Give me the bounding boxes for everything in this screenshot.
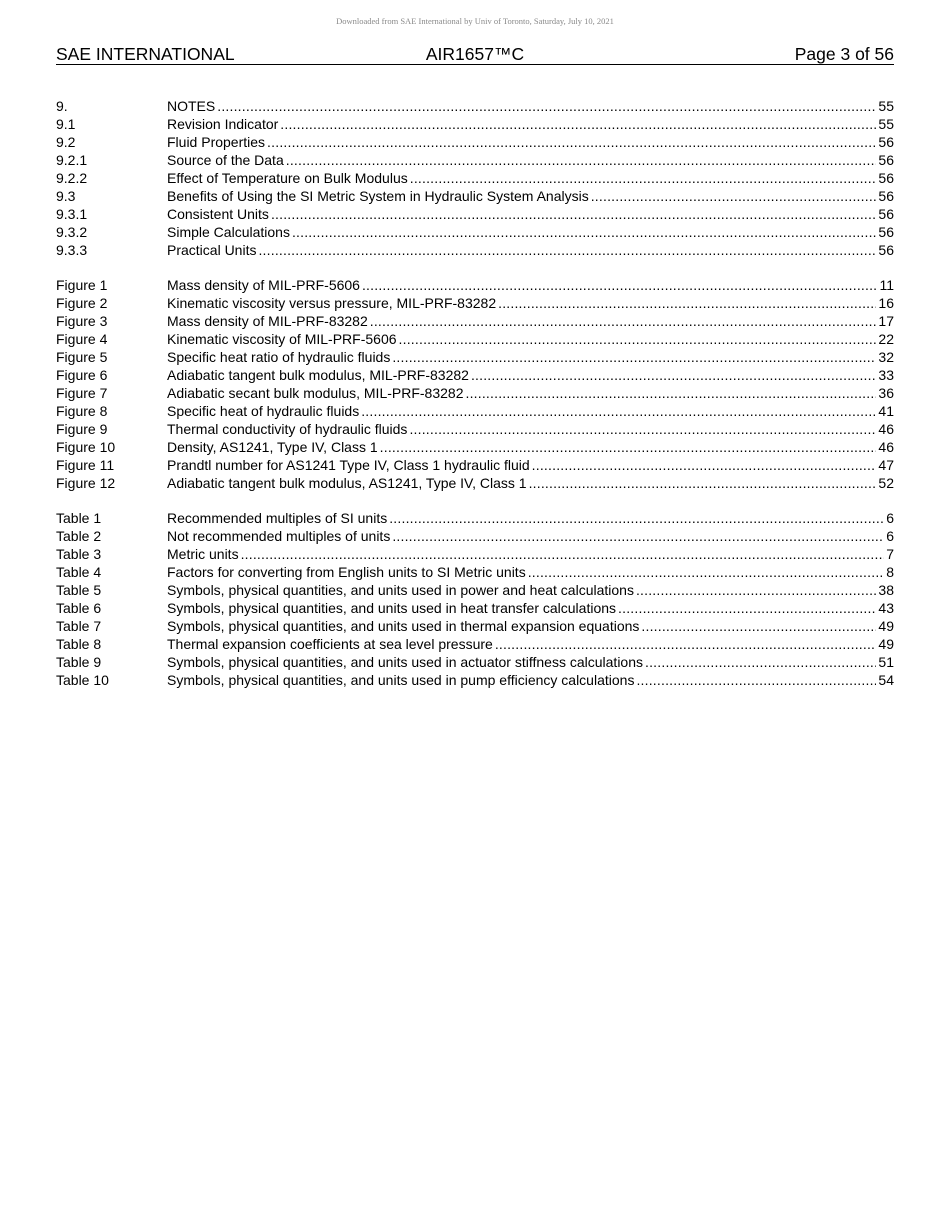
- toc-entry-page: 32: [878, 349, 894, 365]
- toc-entry-page: 56: [878, 170, 894, 186]
- toc-entry-page: 49: [878, 618, 894, 634]
- toc-entry-number: Table 6: [56, 600, 102, 616]
- toc-dot-leader: [532, 456, 877, 474]
- toc-entry-number: Table 2: [56, 528, 102, 544]
- toc-entry-number: Table 10: [56, 672, 109, 688]
- toc-entry-title-line: [167, 169, 876, 187]
- toc-entry-title-line: [167, 241, 876, 259]
- toc-entry-page: 56: [878, 242, 894, 258]
- toc-entry-number: Figure 9: [56, 421, 108, 437]
- toc-entry[interactable]: [56, 617, 894, 635]
- toc-entry-page: 56: [878, 134, 894, 150]
- toc-entry-title: Revision Indicator: [167, 116, 279, 132]
- toc-entry-page: 17: [878, 313, 894, 329]
- toc-entry-page: 41: [878, 403, 894, 419]
- toc-entry-title-line: [167, 545, 884, 563]
- toc-entry-title: Adiabatic tangent bulk modulus, AS1241, Type IV, Class 1: [167, 475, 527, 491]
- toc-entry-number: 9.: [56, 98, 68, 114]
- toc-entry-title: Source of the Data: [167, 152, 284, 168]
- toc-entry-title-line: [167, 402, 876, 420]
- toc-entry-title-line: [167, 384, 876, 402]
- toc-dot-leader: [465, 384, 876, 402]
- toc-entry[interactable]: [56, 563, 894, 581]
- toc-dot-leader: [410, 169, 877, 187]
- toc-entry-number: 9.3.1: [56, 206, 88, 222]
- toc-entry-title-line: [167, 527, 884, 545]
- toc-figures-section: [56, 276, 894, 492]
- toc-entry-number: 9.3.3: [56, 242, 88, 258]
- toc-entry-title-line: [167, 151, 876, 169]
- toc-entry-page: 7: [886, 546, 894, 562]
- toc-dot-leader: [641, 617, 876, 635]
- toc-entry[interactable]: [56, 205, 894, 223]
- toc-entry-title: Thermal conductivity of hydraulic fluids: [167, 421, 408, 437]
- toc-entry-title-line: [167, 330, 876, 348]
- toc-entry-number: Figure 7: [56, 385, 108, 401]
- toc-entry-page: 22: [878, 331, 894, 347]
- toc-entry-title: Density, AS1241, Type IV, Class 1: [167, 439, 378, 455]
- toc-entry-number: Figure 3: [56, 313, 108, 329]
- toc-entry-page: 54: [878, 672, 894, 688]
- toc-entry-page: 46: [878, 439, 894, 455]
- toc-entry-page: 55: [878, 98, 894, 114]
- toc-entry-page: 46: [878, 421, 894, 437]
- toc-entry-page: 43: [878, 600, 894, 616]
- toc-entry-page: 6: [886, 510, 894, 526]
- toc-dot-leader: [528, 563, 885, 581]
- toc-entry-number: Table 1: [56, 510, 102, 526]
- toc-entry-page: 47: [878, 457, 894, 473]
- toc-entry[interactable]: [56, 348, 894, 366]
- toc-entry-title-line: [167, 671, 876, 689]
- toc-dot-leader: [362, 276, 877, 294]
- toc-entry-number: Table 9: [56, 654, 102, 670]
- toc-entry-page: 56: [878, 188, 894, 204]
- toc-entry-title: Consistent Units: [167, 206, 269, 222]
- toc-entry-title-line: [167, 276, 877, 294]
- toc-entry[interactable]: [56, 527, 894, 545]
- toc-entry[interactable]: [56, 456, 894, 474]
- toc-entry[interactable]: [56, 509, 894, 527]
- toc-tables-section: [56, 509, 894, 689]
- toc-entry-title: Symbols, physical quantities, and units used in power and heat calculations: [167, 582, 634, 598]
- toc-entry-page: 33: [878, 367, 894, 383]
- toc-entry-number: Table 8: [56, 636, 102, 652]
- toc-dot-leader: [529, 474, 877, 492]
- toc-entry-title: Effect of Temperature on Bulk Modulus: [167, 170, 408, 186]
- toc-dot-leader: [286, 151, 877, 169]
- toc-dot-leader: [392, 527, 884, 545]
- toc-entry-number: 9.3: [56, 188, 76, 204]
- toc-dot-leader: [392, 348, 876, 366]
- toc-entry-title-line: [167, 223, 876, 241]
- toc-entry-page: 36: [878, 385, 894, 401]
- toc-entry-title-line: [167, 97, 876, 115]
- toc-entry-page: 6: [886, 528, 894, 544]
- toc-dot-leader: [361, 402, 876, 420]
- toc-entry-page: 56: [878, 206, 894, 222]
- download-watermark: Downloaded from SAE International by Univ of Toronto, Saturday, July 10, 2021: [336, 16, 614, 26]
- toc-entry-title-line: [167, 312, 876, 330]
- toc-entry-page: 8: [886, 564, 894, 580]
- toc-entry-title-line: [167, 187, 876, 205]
- toc-entry-page: 16: [878, 295, 894, 311]
- toc-dot-leader: [267, 133, 876, 151]
- toc-entry-title: Symbols, physical quantities, and units used in pump efficiency calculations: [167, 672, 635, 688]
- toc-entry-title: Mass density of MIL-PRF-83282: [167, 313, 368, 329]
- toc-entry-number: Figure 1: [56, 277, 108, 293]
- toc-entry-title: Fluid Properties: [167, 134, 266, 150]
- toc-entry-number: 9.2: [56, 134, 76, 150]
- toc-entry-page: 55: [878, 116, 894, 132]
- toc-entry-number: Figure 5: [56, 349, 108, 365]
- toc-entry-page: 56: [878, 224, 894, 240]
- toc-dot-leader: [280, 115, 876, 133]
- toc-entry-title-line: [167, 509, 884, 527]
- toc-dot-leader: [498, 294, 876, 312]
- toc-entry-title-line: [167, 115, 876, 133]
- toc-dot-leader: [380, 438, 877, 456]
- toc-entry[interactable]: [56, 115, 894, 133]
- toc-entry-title-line: [167, 653, 876, 671]
- toc-dot-leader: [399, 330, 877, 348]
- toc-entry-title-line: [167, 474, 876, 492]
- toc-entry-title: Adiabatic secant bulk modulus, MIL-PRF-83282: [167, 385, 464, 401]
- page-header: [56, 44, 894, 65]
- toc-entry-title-line: [167, 348, 876, 366]
- header-page-label: Page 3 of 56: [794, 44, 894, 64]
- toc-entry-title-line: [167, 456, 876, 474]
- toc-entry-title: Symbols, physical quantities, and units used in thermal expansion equations: [167, 618, 640, 634]
- toc-entry-title: Benefits of Using the SI Metric System in Hydraulic System Analysis: [167, 188, 589, 204]
- toc-entry-title: Thermal expansion coefficients at sea level pressure: [167, 636, 493, 652]
- toc-entry[interactable]: [56, 474, 894, 492]
- toc-entry-title-line: [167, 294, 876, 312]
- toc-dot-leader: [409, 420, 876, 438]
- toc-entry-title-line: [167, 133, 876, 151]
- toc-entry-title-line: [167, 581, 876, 599]
- toc-entry-number: Table 7: [56, 618, 102, 634]
- toc-entry-title-line: [167, 563, 884, 581]
- toc-notes-section: [56, 97, 894, 259]
- toc-entry-number: Figure 8: [56, 403, 108, 419]
- toc-entry-page: 49: [878, 636, 894, 652]
- toc-entry-number: 9.3.2: [56, 224, 88, 240]
- toc-entry-page: 56: [878, 152, 894, 168]
- toc-entry[interactable]: [56, 402, 894, 420]
- toc-entry[interactable]: [56, 187, 894, 205]
- toc-entry-title-line: [167, 366, 876, 384]
- toc-dot-leader: [495, 635, 877, 653]
- toc-entry-title: Factors for converting from English units to SI Metric units: [167, 564, 526, 580]
- toc-entry-number: Table 4: [56, 564, 102, 580]
- toc-entry-number: Figure 11: [56, 457, 115, 473]
- toc-entry-title-line: [167, 205, 876, 223]
- toc-entry[interactable]: [56, 366, 894, 384]
- toc-entry-number: 9.2.2: [56, 170, 88, 186]
- toc-entry-number: 9.2.1: [56, 152, 88, 168]
- toc-entry-page: 11: [879, 277, 894, 293]
- toc-entry-number: Table 5: [56, 582, 102, 598]
- toc-dot-leader: [636, 581, 876, 599]
- toc-entry-title-line: [167, 635, 876, 653]
- toc-entry-page: 38: [878, 582, 894, 598]
- toc-dot-leader: [370, 312, 877, 330]
- toc-entry-page: 52: [878, 475, 894, 491]
- toc-dot-leader: [645, 653, 876, 671]
- toc-entry-title: Recommended multiples of SI units: [167, 510, 388, 526]
- toc-entry[interactable]: [56, 545, 894, 563]
- toc-entry-number: Figure 12: [56, 475, 116, 491]
- toc-dot-leader: [471, 366, 876, 384]
- toc-entry[interactable]: [56, 438, 894, 456]
- toc-entry-title-line: [167, 438, 876, 456]
- toc-dot-leader: [591, 187, 877, 205]
- toc-dot-leader: [292, 223, 876, 241]
- toc-dot-leader: [217, 97, 876, 115]
- toc-entry[interactable]: [56, 312, 894, 330]
- toc-entry[interactable]: [56, 330, 894, 348]
- toc-entry[interactable]: [56, 276, 894, 294]
- toc-entry-title: Adiabatic tangent bulk modulus, MIL-PRF-83282: [167, 367, 469, 383]
- toc-entry-number: Figure 6: [56, 367, 108, 383]
- toc-entry-title: Specific heat ratio of hydraulic fluids: [167, 349, 391, 365]
- toc-dot-leader: [258, 241, 876, 259]
- toc-entry[interactable]: [56, 97, 894, 115]
- toc-entry[interactable]: [56, 223, 894, 241]
- toc-entry-number: 9.1: [56, 116, 76, 132]
- toc-entry[interactable]: [56, 581, 894, 599]
- toc-entry-number: Figure 2: [56, 295, 108, 311]
- toc-entry[interactable]: [56, 599, 894, 617]
- toc-entry-title: Prandtl number for AS1241 Type IV, Class 1 hydraulic fluid: [167, 457, 530, 473]
- toc-dot-leader: [389, 509, 884, 527]
- toc-dot-leader: [618, 599, 876, 617]
- toc-entry[interactable]: [56, 384, 894, 402]
- toc-entry-title: NOTES: [167, 98, 216, 114]
- toc-entry-title: Metric units: [167, 546, 239, 562]
- toc-entry[interactable]: [56, 151, 894, 169]
- toc-entry-title: Symbols, physical quantities, and units used in actuator stiffness calculations: [167, 654, 643, 670]
- toc-dot-leader: [241, 545, 885, 563]
- toc-entry-title: Symbols, physical quantities, and units used in heat transfer calculations: [167, 600, 617, 616]
- toc-dot-leader: [271, 205, 876, 223]
- toc-entry-title: Mass density of MIL-PRF-5606: [167, 277, 360, 293]
- header-org: SAE INTERNATIONAL: [56, 44, 235, 64]
- toc-entry[interactable]: [56, 294, 894, 312]
- toc-entry-number: Figure 10: [56, 439, 116, 455]
- toc-entry[interactable]: [56, 133, 894, 151]
- toc-entry-title: Practical Units: [167, 242, 257, 258]
- toc-entry-page: 51: [878, 654, 894, 670]
- toc-entry[interactable]: [56, 241, 894, 259]
- toc-dot-leader: [636, 671, 876, 689]
- toc-entry-title: Not recommended multiples of units: [167, 528, 391, 544]
- toc-entry-title-line: [167, 617, 876, 635]
- toc-entry[interactable]: [56, 420, 894, 438]
- toc-entry[interactable]: [56, 653, 894, 671]
- toc-entry[interactable]: [56, 671, 894, 689]
- toc-entry-title: Kinematic viscosity versus pressure, MIL-PRF-83282: [167, 295, 497, 311]
- toc-entry-title: Specific heat of hydraulic fluids: [167, 403, 360, 419]
- toc-entry-title: Simple Calculations: [167, 224, 290, 240]
- toc-entry-title-line: [167, 420, 876, 438]
- toc-entry-number: Figure 4: [56, 331, 108, 347]
- header-doc-id: AIR1657™C: [425, 44, 525, 64]
- toc-entry-number: Table 3: [56, 546, 102, 562]
- toc-entry-title-line: [167, 599, 876, 617]
- toc-entry[interactable]: [56, 635, 894, 653]
- toc-entry-title: Kinematic viscosity of MIL-PRF-5606: [167, 331, 397, 347]
- toc-entry[interactable]: [56, 169, 894, 187]
